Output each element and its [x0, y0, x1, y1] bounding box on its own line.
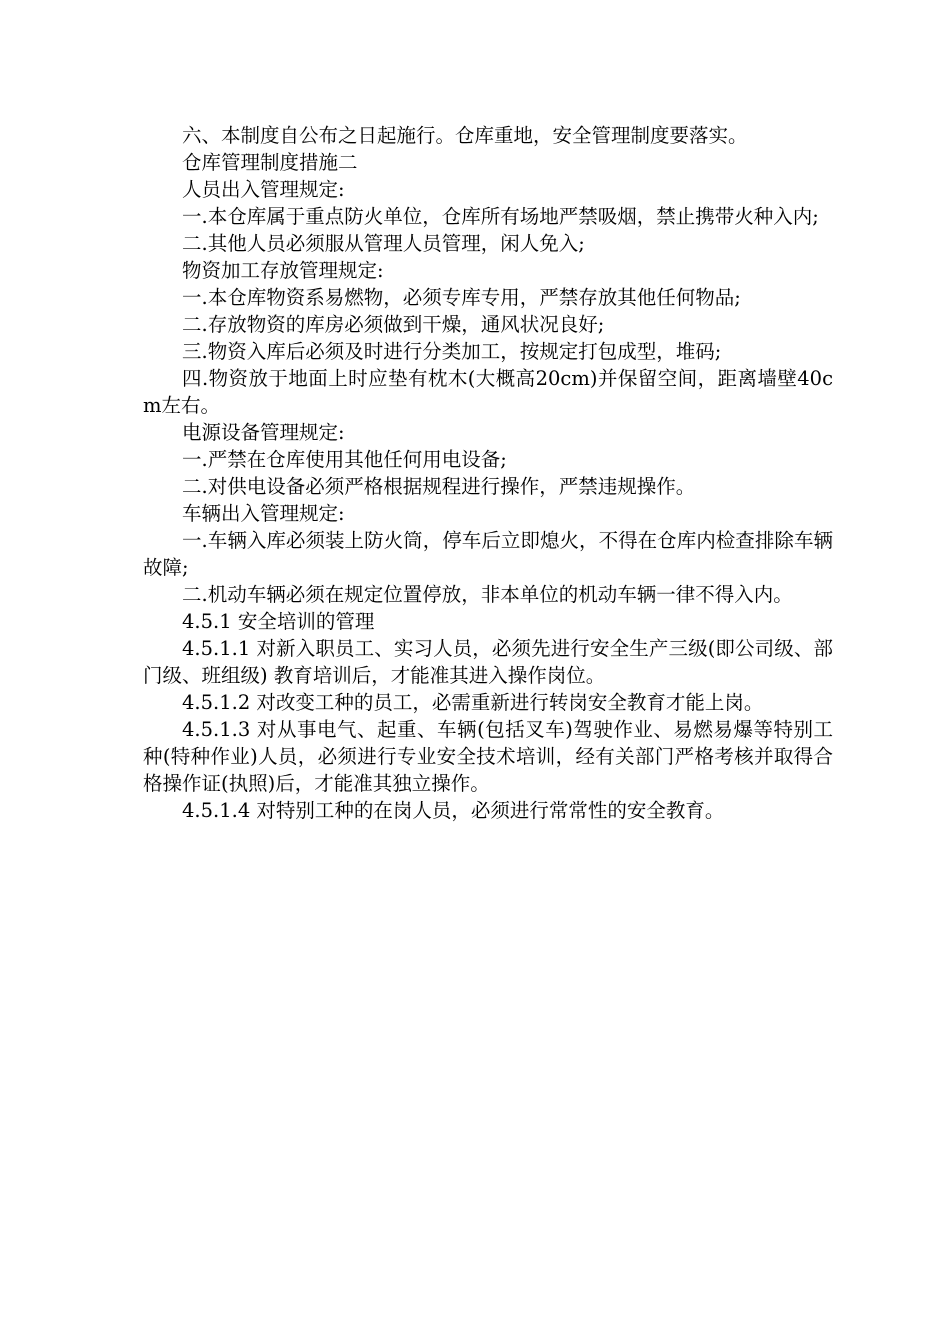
paragraph: 仓库管理制度措施二: [182, 151, 358, 174]
paragraph: 4.5.1.1 对新入职员工、实习人员，必须先进行安全生产三级(即公司级、部门级、班组级) 教育培训后，才能准其进入操作岗位。: [143, 637, 833, 687]
paragraph: 三.物资入库后必须及时进行分类加工，按规定打包成型，堆码;: [182, 340, 722, 363]
paragraph: 一.车辆入库必须装上防火筒，停车后立即熄火，不得在仓库内检查排除车辆故障;: [143, 529, 833, 579]
paragraph: 一.本仓库属于重点防火单位，仓库所有场地严禁吸烟，禁止携带火种入内;: [182, 205, 819, 228]
paragraph: 4.5.1.4 对特别工种的在岗人员，必须进行常常性的安全教育。: [182, 799, 725, 822]
paragraph: 二.对供电设备必须严格根据规程进行操作，严禁违规操作。: [182, 475, 696, 498]
paragraph: 二.其他人员必须服从管理人员管理，闲人免入;: [182, 232, 585, 255]
paragraph: 4.5.1 安全培训的管理: [182, 610, 375, 633]
paragraph: 人员出入管理规定:: [182, 178, 345, 201]
paragraph: 车辆出入管理规定:: [182, 502, 345, 525]
paragraph: 4.5.1.3 对从事电气、起重、车辆(包括叉车)驾驶作业、易燃易爆等特别工种(特种作业)人员，必须进行专业安全技术培训，经有关部门严格考核并取得合格操作证(执照)后，才能准其独立操作。: [143, 718, 833, 795]
paragraph: 一.本仓库物资系易燃物，必须专库专用，严禁存放其他任何物品;: [182, 286, 741, 309]
paragraph: 六、本制度自公布之日起施行。仓库重地，安全管理制度要落实。: [182, 124, 748, 147]
document-body: [143, 122, 833, 824]
paragraph: 一.严禁在仓库使用其他任何用电设备;: [182, 448, 507, 471]
paragraph: 物资加工存放管理规定:: [182, 259, 384, 282]
paragraph: 二.存放物资的库房必须做到干燥，通风状况良好;: [182, 313, 605, 336]
paragraph: 4.5.1.2 对改变工种的员工，必需重新进行转岗安全教育才能上岗。: [182, 691, 764, 714]
paragraph: 电源设备管理规定:: [182, 421, 345, 444]
paragraph: 四.物资放于地面上时应垫有枕木(大概高20cm)并保留空间，距离墙壁40cm左右。: [143, 367, 833, 417]
paragraph: 二.机动车辆必须在规定位置停放，非本单位的机动车辆一律不得入内。: [182, 583, 793, 606]
